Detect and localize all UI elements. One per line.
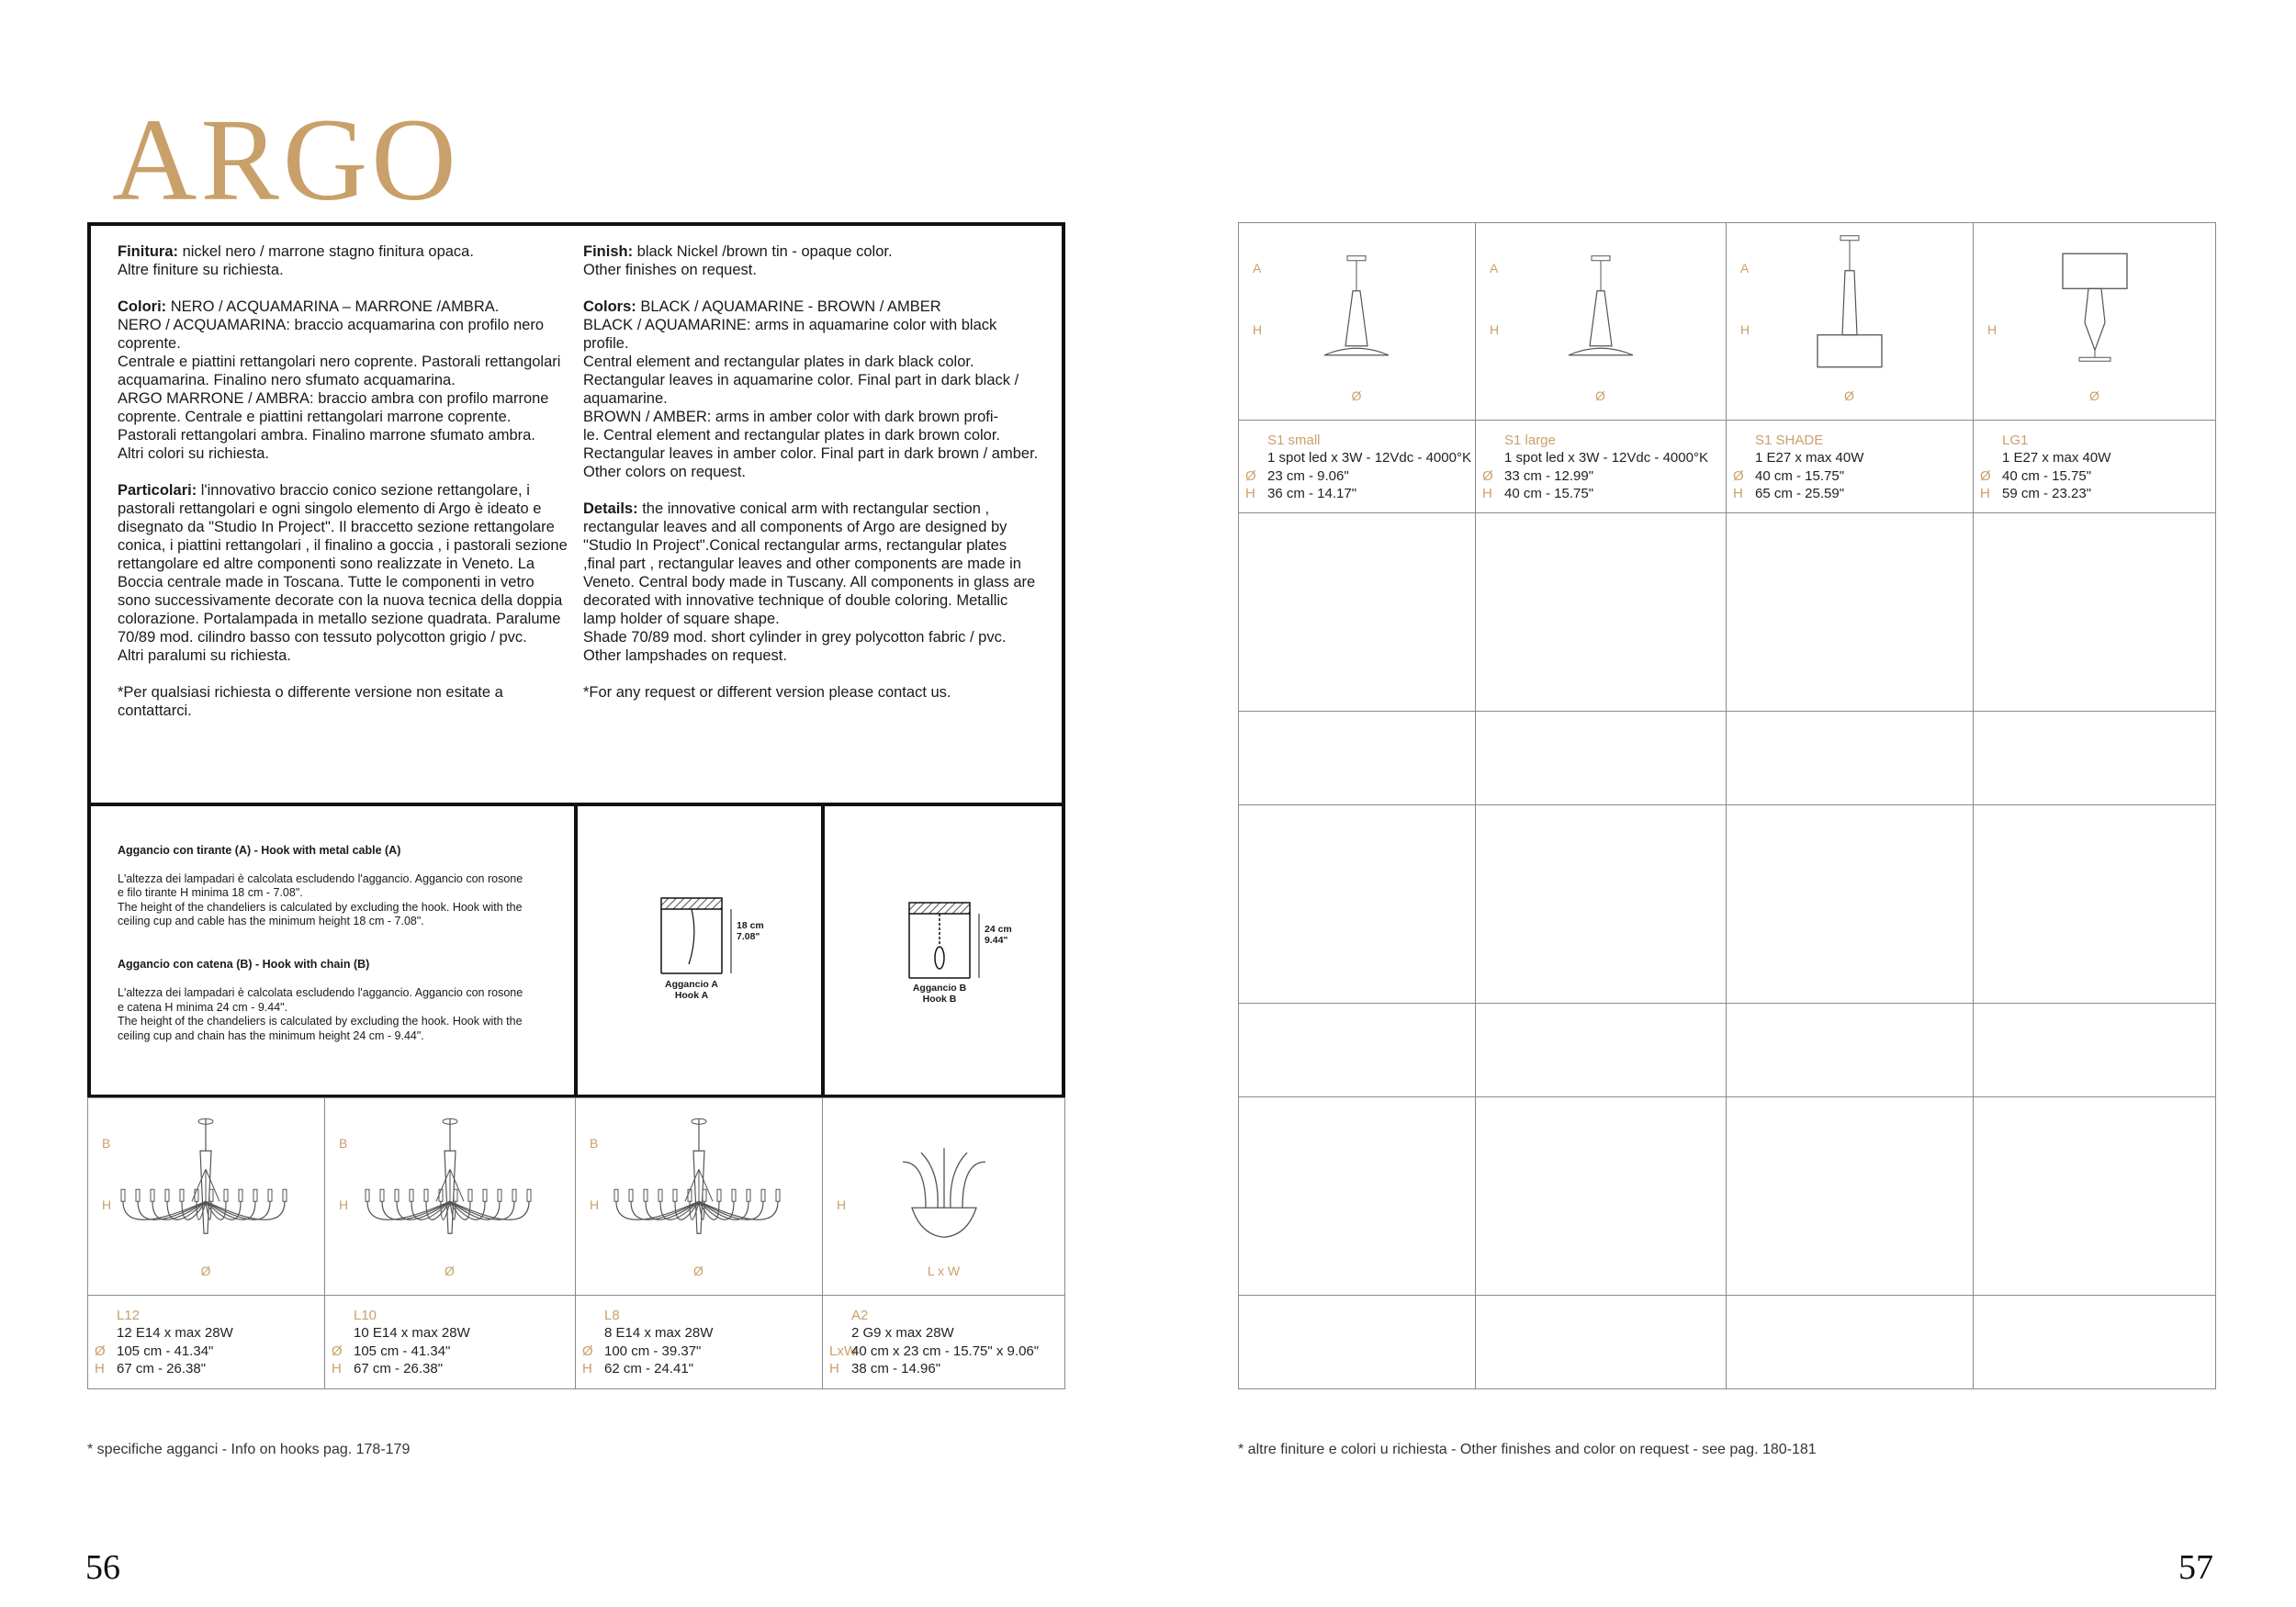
product-diameter: 40 cm - 15.75" bbox=[2002, 467, 2092, 484]
product-name: A2 bbox=[851, 1308, 869, 1323]
product-bulb: 1 E27 x max 40W bbox=[1755, 450, 1864, 466]
product-height-row bbox=[95, 1360, 321, 1378]
right-grid-hline-6 bbox=[1238, 1096, 2216, 1097]
product-diameter: 33 cm - 12.99" bbox=[1504, 467, 1594, 484]
product-height: 62 cm - 24.41" bbox=[604, 1361, 694, 1377]
product-height-row bbox=[1733, 485, 1969, 503]
product-drawing bbox=[1555, 253, 1647, 377]
product-diameter: 105 cm - 41.34" bbox=[117, 1343, 214, 1359]
en-paragraph-label: Details: bbox=[583, 500, 638, 517]
product-name: S1 large bbox=[1504, 433, 1556, 448]
hook-b-text: L'altezza dei lampadari è calcolata escludendo l'aggancio. Aggancio con rosone e catena H minima 24 cm - 9.44". The height of the chandeliers is calculated by excluding the hook. Hook with the ceiling cup and chain has the minimum height 24 cm - 9.44". bbox=[118, 986, 523, 1042]
hook-b-title: Aggancio con catena (B) - Hook with chain (B) bbox=[118, 958, 370, 971]
product-height: 67 cm - 26.38" bbox=[354, 1361, 444, 1377]
it-paragraph bbox=[118, 298, 568, 463]
product-name: L12 bbox=[117, 1308, 141, 1323]
product-name: L10 bbox=[354, 1308, 377, 1323]
product-spec bbox=[1245, 432, 1471, 503]
product-height-row bbox=[829, 1360, 1062, 1378]
product-diameter: 105 cm - 41.34" bbox=[354, 1343, 451, 1359]
dimension-label-height: H bbox=[1490, 321, 1500, 337]
product-diameter: 23 cm - 9.06" bbox=[1267, 467, 1349, 484]
dimension-label-diameter: Ø bbox=[693, 1264, 703, 1278]
product-spec bbox=[1980, 432, 2212, 503]
dimension-label-height: H bbox=[339, 1197, 349, 1212]
diameter-symbol: Ø bbox=[1980, 467, 1991, 484]
dimension-label-height: H bbox=[590, 1197, 600, 1212]
en-paragraph bbox=[583, 298, 1042, 481]
dimension-label-diameter: L x W bbox=[927, 1264, 961, 1278]
diameter-symbol: LxW bbox=[829, 1343, 857, 1359]
en-paragraph-text: *For any request or different version please contact us. bbox=[583, 684, 951, 701]
product-bulb: 1 spot led x 3W - 12Vdc - 4000°K bbox=[1267, 450, 1471, 466]
en-paragraph bbox=[583, 683, 1042, 702]
diameter-symbol: Ø bbox=[95, 1343, 106, 1359]
page-title: ARGO bbox=[112, 95, 460, 225]
product-height-row bbox=[1482, 485, 1722, 503]
right-grid-hline-5 bbox=[1238, 1003, 2216, 1004]
dimension-label-diameter: Ø bbox=[1844, 388, 1854, 403]
product-spec bbox=[1482, 432, 1722, 503]
product-diameter: 40 cm - 15.75" bbox=[1755, 467, 1845, 484]
diameter-symbol: Ø bbox=[1245, 467, 1256, 484]
product-cell bbox=[822, 1099, 1065, 1295]
it-paragraph-text: NERO / ACQUAMARINA – MARRONE /AMBRA. NERO / ACQUAMARINA: braccio acquamarina con profilo nero coprente. Centrale e piattini rettangolari nero coprente. Pastorali rettangolari acquamarina. Finalino nero sfumato acquamarina. ARGO MARRONE / AMBRA: braccio ambra con profilo marrone coprente. Centrale e piattini rettangolari marrone coprente. Pastorali rettangolari ambra. Finalino marrone sfumato ambra. Altri colori su richiesta. bbox=[118, 298, 561, 462]
it-paragraph-label: Colori: bbox=[118, 298, 167, 315]
product-drawing bbox=[598, 1114, 800, 1265]
product-cell bbox=[1726, 224, 1973, 420]
height-symbol: H bbox=[332, 1361, 342, 1377]
right-grid-hline-1 bbox=[1238, 420, 2216, 421]
product-spec bbox=[582, 1307, 818, 1378]
footnote-right: * altre finiture e colori u richiesta - Other finishes and color on request - see pag. 180-181 bbox=[1238, 1442, 1817, 1457]
product-drawing bbox=[2044, 249, 2145, 382]
it-paragraph-label: Finitura: bbox=[118, 243, 178, 260]
product-height-row bbox=[1245, 485, 1471, 503]
product-diameter-row bbox=[582, 1343, 818, 1361]
it-paragraph bbox=[118, 481, 568, 665]
product-height: 65 cm - 25.59" bbox=[1755, 486, 1845, 501]
product-drawing bbox=[349, 1114, 551, 1265]
product-bulb: 1 E27 x max 40W bbox=[2002, 450, 2111, 466]
dimension-label-top: B bbox=[339, 1136, 348, 1151]
product-diameter-row bbox=[1482, 467, 1722, 486]
dimension-label-height: H bbox=[102, 1197, 112, 1212]
footnote-left: * specifiche agganci - Info on hooks pag. 178-179 bbox=[87, 1442, 411, 1457]
hooks-divider-1 bbox=[574, 803, 578, 1098]
product-bulb: 2 G9 x max 28W bbox=[851, 1325, 954, 1341]
height-symbol: H bbox=[1980, 486, 1990, 501]
en-paragraph-text: BLACK / AQUAMARINE - BROWN / AMBER BLACK / AQUAMARINE: arms in aquamarine color with black profile. Central element and rectangular plates in dark black color. Rectangular leaves in aquamarine color. Final part in dark black / aquamarine. BROWN / AMBER: arms in amber color with dark brown profi- le. Central element and rectangular plates in dark brown color. Rectangular leaves in amber color. Final part in dark brown / amber. Other colors on request. bbox=[583, 298, 1039, 480]
dimension-label-height: H bbox=[1987, 321, 1998, 337]
product-drawing bbox=[884, 1134, 1004, 1249]
product-cell bbox=[1475, 224, 1726, 420]
product-height: 59 cm - 23.23" bbox=[2002, 486, 2092, 501]
product-diameter-row bbox=[829, 1343, 1062, 1361]
product-diameter: 40 cm x 23 cm - 15.75" x 9.06" bbox=[851, 1343, 1040, 1359]
page-number-right: 57 bbox=[2178, 1548, 2213, 1587]
product-height-row bbox=[1980, 485, 2212, 503]
height-symbol: H bbox=[829, 1361, 839, 1377]
product-drawing bbox=[1311, 253, 1402, 377]
dimension-label-height: H bbox=[837, 1197, 847, 1212]
hook-a-dimension: 18 cm 7.08" bbox=[737, 920, 764, 942]
height-symbol: H bbox=[1245, 486, 1255, 501]
height-symbol: H bbox=[95, 1361, 105, 1377]
dimension-label-height: H bbox=[1253, 321, 1263, 337]
right-grid-hline-4 bbox=[1238, 804, 2216, 805]
left-grid-hline bbox=[87, 1295, 1065, 1296]
product-drawing bbox=[105, 1114, 307, 1265]
dimension-label-diameter: Ø bbox=[445, 1264, 455, 1278]
product-height-row bbox=[332, 1360, 571, 1378]
product-height-row bbox=[582, 1360, 818, 1378]
product-height: 36 cm - 14.17" bbox=[1267, 486, 1357, 501]
hook-b-label: Aggancio B Hook B bbox=[912, 983, 967, 1005]
it-paragraph-text: l'innovativo braccio conico sezione rettangolare, i pastorali rettangolari e ogni singolo elemento di Argo è ideato e disegnato da "Studio In Project". Il braccetto sezione rettangolare conica, i piattini rettangolari , il finalino a goccia , i pastorali sezione rettangolare ed altre componenti sono realizzate in Veneto. La Boccia centrale made in Toscana. Tutte le componenti in vetro sono successivamente decorate con la nuova tecnica della doppia colorazione. Portalampada in metallo sezione quadrata. Paralume 70/89 mod. cilindro basso con tessuto polycotton grigio / pvc. Altri paralumi su richiesta. bbox=[118, 482, 568, 664]
height-symbol: H bbox=[1733, 486, 1743, 501]
product-bulb: 1 spot led x 3W - 12Vdc - 4000°K bbox=[1504, 450, 1708, 466]
dimension-label-top: B bbox=[590, 1136, 599, 1151]
right-grid-hline-7 bbox=[1238, 1295, 2216, 1296]
diameter-symbol: Ø bbox=[332, 1343, 343, 1359]
it-paragraph-label: Particolari: bbox=[118, 482, 197, 499]
product-name: S1 small bbox=[1267, 433, 1321, 448]
height-symbol: H bbox=[1482, 486, 1492, 501]
hooks-divider-2 bbox=[821, 803, 825, 1098]
dimension-label-diameter: Ø bbox=[200, 1264, 211, 1278]
product-diameter-row bbox=[95, 1343, 321, 1361]
product-name: LG1 bbox=[2002, 433, 2029, 448]
diameter-symbol: Ø bbox=[1482, 467, 1493, 484]
product-diameter-row bbox=[332, 1343, 571, 1361]
product-bulb: 10 E14 x max 28W bbox=[354, 1325, 470, 1341]
product-cell bbox=[1238, 224, 1475, 420]
product-diameter-row bbox=[1733, 467, 1969, 486]
product-height: 67 cm - 26.38" bbox=[117, 1361, 207, 1377]
product-bulb: 8 E14 x max 28W bbox=[604, 1325, 714, 1341]
product-spec bbox=[95, 1307, 321, 1378]
hooks-text bbox=[118, 829, 558, 1058]
en-paragraph-label: Colors: bbox=[583, 298, 636, 315]
height-symbol: H bbox=[582, 1361, 592, 1377]
description-italian bbox=[118, 242, 568, 738]
hook-a-label: Aggancio A Hook A bbox=[665, 979, 718, 1001]
product-diameter-row bbox=[1245, 467, 1471, 486]
right-grid-hline-2 bbox=[1238, 512, 2216, 513]
product-spec bbox=[332, 1307, 571, 1378]
dimension-label-diameter: Ø bbox=[1595, 388, 1605, 403]
en-paragraph-text: black Nickel /brown tin - opaque color. Other finishes on request. bbox=[583, 243, 893, 278]
hook-a-title: Aggancio con tirante (A) - Hook with metal cable (A) bbox=[118, 843, 401, 857]
it-paragraph bbox=[118, 242, 568, 279]
product-diameter: 100 cm - 39.37" bbox=[604, 1343, 702, 1359]
dimension-label-diameter: Ø bbox=[2089, 388, 2099, 403]
product-cell bbox=[324, 1099, 575, 1295]
en-paragraph-text: the innovative conical arm with rectangular section , rectangular leaves and all components of Argo are designed by "Studio In Project".Conical rectangular arms, rectangular plates ,final part , rectangular leaves and other components are made in Veneto. Central body made in Tuscany. All components in glass are decorated with innovative technique of double coloring. Metallic lamp holder of square shape. Shade 70/89 mod. short cylinder in grey polycotton fabric / pvc. Other lampshades on request. bbox=[583, 500, 1036, 664]
dimension-label-top: A bbox=[1253, 261, 1262, 275]
it-paragraph-text: *Per qualsiasi richiesta o differente versione non esitate a contattarci. bbox=[118, 684, 503, 719]
en-paragraph bbox=[583, 242, 1042, 279]
product-cell bbox=[575, 1099, 822, 1295]
product-spec bbox=[829, 1307, 1062, 1378]
dimension-label-top: B bbox=[102, 1136, 111, 1151]
hook-a-text: L'altezza dei lampadari è calcolata escludendo l'aggancio. Aggancio con rosone e filo tirante H minima 18 cm - 7.08". The height of the chandeliers is calculated by excluding the hook. Hook with the ceiling cup and cable has the minimum height 18 cm - 7.08". bbox=[118, 871, 523, 927]
page-number-left: 56 bbox=[85, 1548, 120, 1587]
hook-b-dimension: 24 cm 9.44" bbox=[985, 924, 1012, 946]
product-drawing bbox=[1804, 233, 1896, 394]
description-english bbox=[583, 242, 1042, 720]
product-name: L8 bbox=[604, 1308, 620, 1323]
product-height: 38 cm - 14.96" bbox=[851, 1361, 941, 1377]
product-spec bbox=[1733, 432, 1969, 503]
it-paragraph-text: nickel nero / marrone stagno finitura opaca. Altre finiture su richiesta. bbox=[118, 243, 474, 278]
dimension-label-diameter: Ø bbox=[1351, 388, 1362, 403]
en-paragraph bbox=[583, 500, 1042, 665]
product-name: S1 SHADE bbox=[1755, 433, 1824, 448]
dimension-label-top: A bbox=[1740, 261, 1750, 275]
product-diameter-row bbox=[1980, 467, 2212, 486]
product-cell bbox=[1973, 224, 2216, 420]
dimension-label-top: A bbox=[1490, 261, 1499, 275]
diameter-symbol: Ø bbox=[1733, 467, 1744, 484]
dimension-label-height: H bbox=[1740, 321, 1750, 337]
product-bulb: 12 E14 x max 28W bbox=[117, 1325, 233, 1341]
product-cell bbox=[87, 1099, 324, 1295]
it-paragraph bbox=[118, 683, 568, 720]
diameter-symbol: Ø bbox=[582, 1343, 593, 1359]
product-height: 40 cm - 15.75" bbox=[1504, 486, 1594, 501]
right-grid-hline-3 bbox=[1238, 711, 2216, 712]
en-paragraph-label: Finish: bbox=[583, 243, 634, 260]
